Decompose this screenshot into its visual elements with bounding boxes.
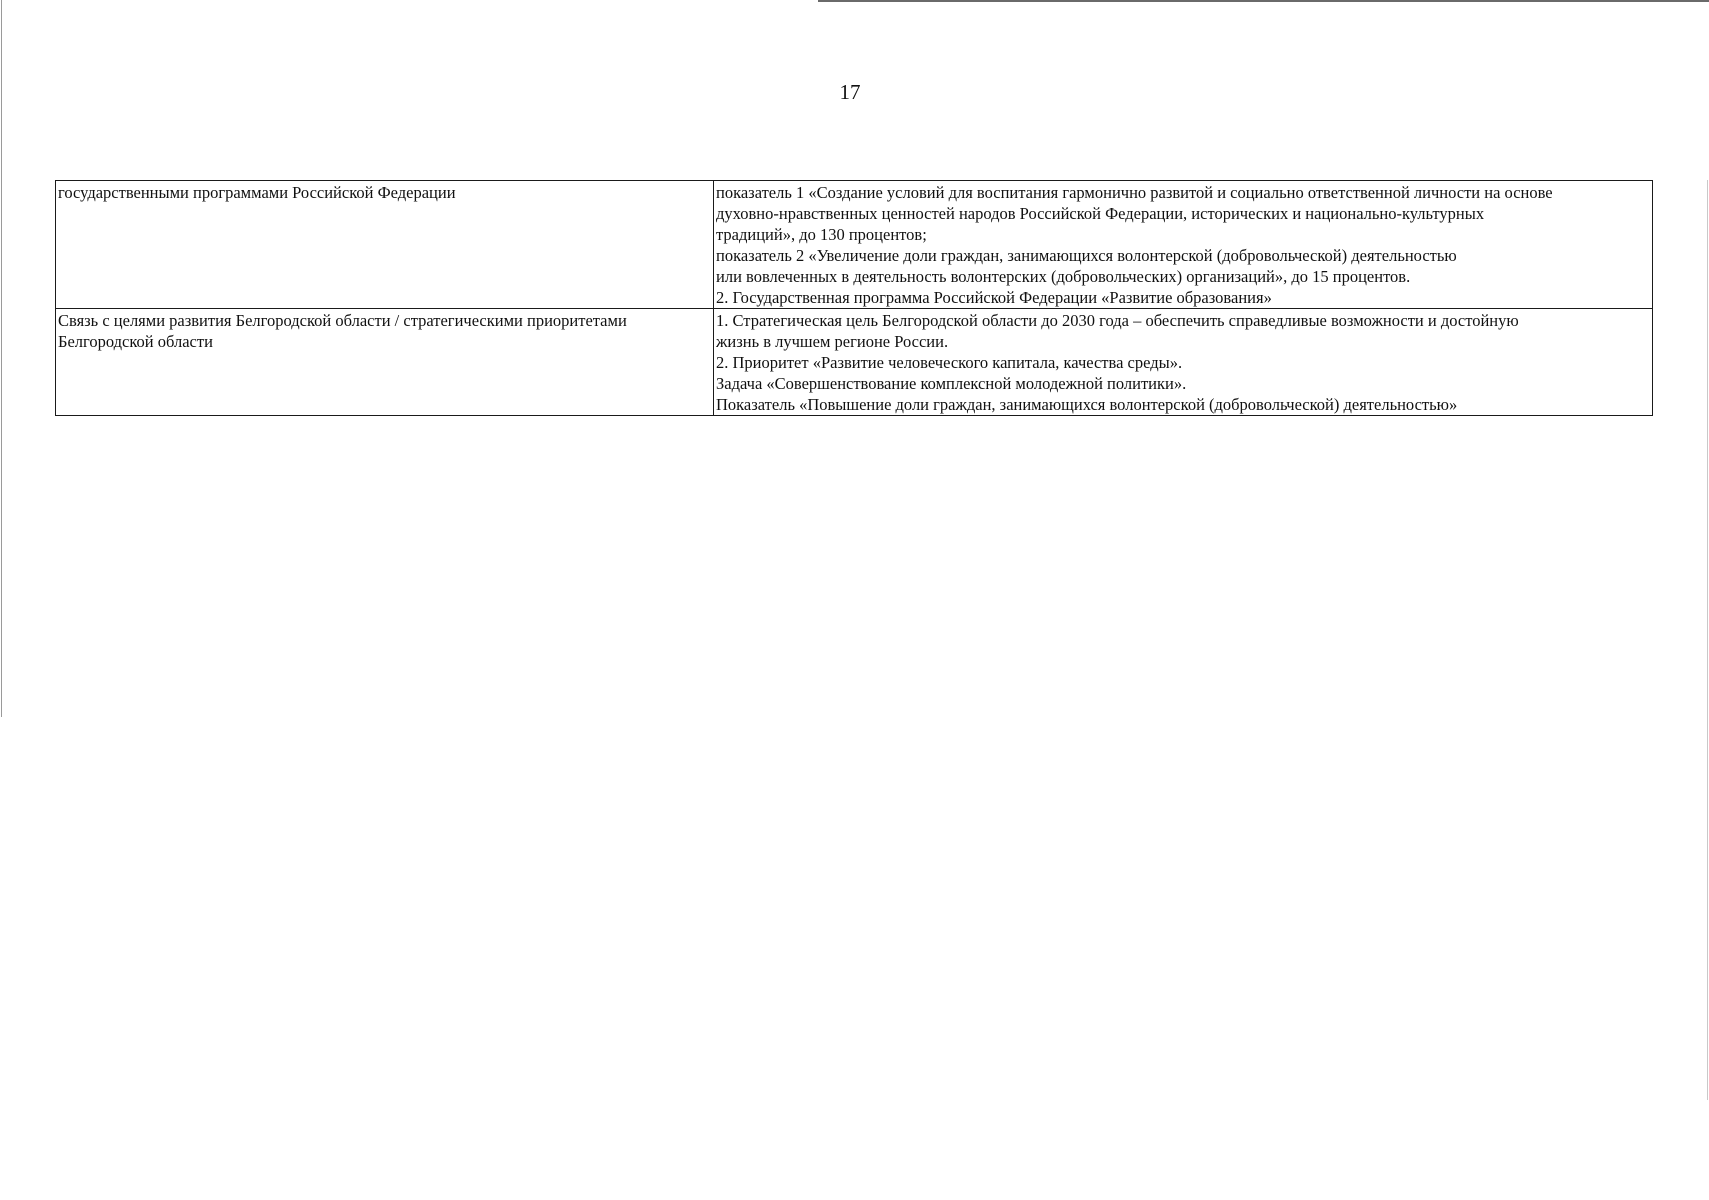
value-line: показатель 1 «Создание условий для воспитания гармонично развитой и социально ответственной личности на основе xyxy=(716,183,1553,202)
row-value-cell xyxy=(714,181,1653,309)
row-label-text: Белгородской области xyxy=(58,332,213,351)
program-info-table xyxy=(55,180,1653,416)
value-line: 2. Приоритет «Развитие человеческого капитала, качества среды». xyxy=(716,353,1183,372)
scan-edge-left xyxy=(1,0,2,717)
row-label-text: государственными программами Российской Федерации xyxy=(58,183,456,202)
value-line: Задача «Совершенствование комплексной молодежной политики». xyxy=(716,374,1187,393)
value-line: или вовлеченных в деятельность волонтерских (добровольческих) организаций», до 15 процентов. xyxy=(716,267,1411,286)
row-value-cell xyxy=(714,309,1653,416)
row-label-cell xyxy=(56,181,714,309)
value-line: 1. Стратегическая цель Белгородской области до 2030 года – обеспечить справедливые возможности и достойную xyxy=(716,311,1519,330)
table-row xyxy=(56,309,1653,416)
value-line: 2. Государственная программа Российской Федерации «Развитие образования» xyxy=(716,288,1272,307)
page-number: 17 xyxy=(839,80,861,104)
value-line: традиций», до 130 процентов; xyxy=(716,225,927,244)
value-line: духовно-нравственных ценностей народов Российской Федерации, исторических и национально-культурных xyxy=(716,204,1485,223)
scan-edge-top xyxy=(818,0,1709,2)
value-line: Показатель «Повышение доли граждан, занимающихся волонтерской (добровольческой) деятельностью» xyxy=(716,395,1458,414)
value-line: показатель 2 «Увеличение доли граждан, занимающихся волонтерской (добровольческой) деятельностью xyxy=(716,246,1457,265)
row-label-text: Связь с целями развития Белгородской области / стратегическими приоритетами xyxy=(58,311,627,330)
scan-edge-right xyxy=(1707,180,1708,1100)
row-label-cell xyxy=(56,309,714,416)
value-line: жизнь в лучшем регионе России. xyxy=(716,332,949,351)
table-row xyxy=(56,181,1653,309)
